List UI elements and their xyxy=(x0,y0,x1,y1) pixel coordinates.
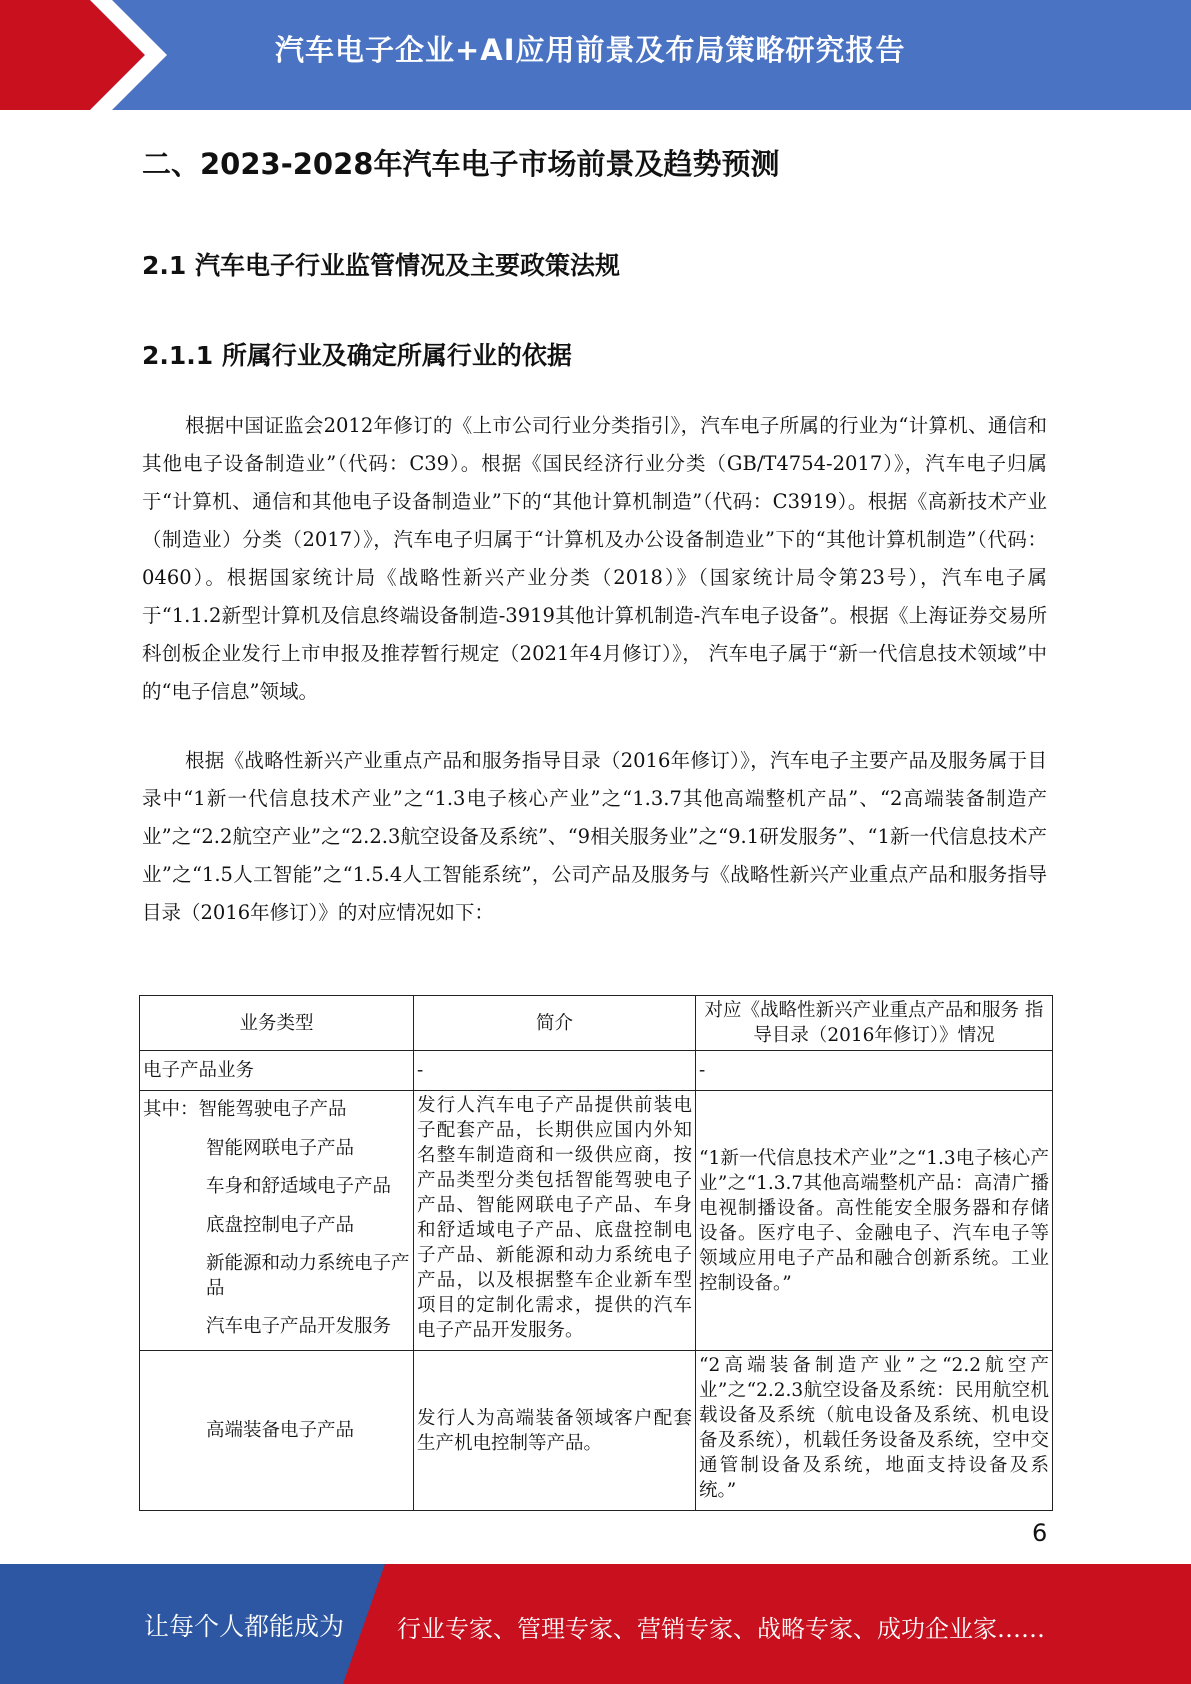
footer-slogan-left: 让每个人都能成为 xyxy=(144,1612,345,1641)
product-type-item: 智能网联电子产品 xyxy=(206,1137,355,1159)
page-number: 6 xyxy=(1032,1519,1048,1547)
body-paragraph: 根据《战略性新兴产业重点产品和服务指导目录（2016年修订）》，汽车电子主要产品及服务属于目录中“1新一代信息技术产业”之“1.3电子核心产业”之“1.3.7其他高端整机产品”、“2高端装备制造产业”之“2.2航空产业”之“2.2.3航空设备及系统”、“9相关服务业”之“9.1研发服务”、“1新一代信息技术产业”之“1.5人工智能”之“1.5.4人工智能系统”，公司产品及服务与《战略性新兴产业重点产品和服务指导目录（2016年修订）》的对应情况如下： xyxy=(142,749,1047,924)
industry-mapping-table xyxy=(139,995,1053,1511)
table-header-cell: 对应《战略性新兴产业重点产品和服务 指导目录（2016年修订）》情况 xyxy=(696,996,1053,1051)
table-cell: - xyxy=(696,1051,1053,1091)
product-type-item: 高端装备电子产品 xyxy=(206,1420,355,1441)
section-heading: 2.1 汽车电子行业监管情况及主要政策法规 xyxy=(142,251,620,280)
table-cell: 发行人汽车电子产品提供前装电子配套产品，长期供应国内外知名整车制造商和一级供应商，按产品类型分类包括智能驾驶电子产品、智能网联电子产品、车身和舒适域电子产品、底盘控制电子产品、新能源和动力系统电子产品，以及根据整车企业新车型项目的定制化需求，提供的汽车电子产品开发服务。 xyxy=(414,1091,696,1351)
table-cell xyxy=(140,1091,414,1351)
table-row xyxy=(140,1051,1053,1091)
product-type-item: 其中：智能驾驶电子产品 xyxy=(143,1099,347,1120)
body-paragraph: 根据中国证监会2012年修订的《上市公司行业分类指引》，汽车电子所属的行业为“计算机、通信和其他电子设备制造业”（代码：C39）。根据《国民经济行业分类（GB/T4754-2017）》，汽车电子归属于“计算机、通信和其他电子设备制造业”下的“其他计算机制造”（代码：C3919）。根据《高新技术产业（制造业）分类（2017）》，汽车电子归属于“计算机及办公设备制造业”下的“其他计算机制造”（代码：0460）。根据国家统计局《战略性新兴产业分类（2018）》（国家统计局令第23号），汽车电子属于“1.1.2新型计算机及信息终端设备制造-3919其他计算机制造-汽车电子设备”。根据《上海证券交易所科创板企业发行上市申报及推荐暂行规定（2021年4月修订）》， 汽车电子属于“新一代信息技术领域”中的“电子信息”领域。 xyxy=(142,414,1047,703)
product-type-item: 底盘控制电子产品 xyxy=(206,1214,355,1236)
table-header-row xyxy=(140,996,1053,1051)
product-type-item: 汽车电子产品开发服务 xyxy=(206,1316,392,1337)
table-cell xyxy=(140,1351,414,1511)
table-cell: “2高端装备制造产业”之“2.2航空产业”之“2.2.3航空设备及系统：民用航空机载设备及系统（航电设备及系统、机电设备及系统），机载任务设备及系统，空中交通管制设备及系统，地面支持设备及系统。” xyxy=(696,1351,1053,1511)
page-header xyxy=(0,0,1191,110)
table-header-cell: 业务类型 xyxy=(140,996,414,1051)
chapter-heading: 二、2023-2028年汽车电子市场前景及趋势预测 xyxy=(142,147,780,181)
table-cell: “1新一代信息技术产业”之“1.3电子核心产业”之“1.3.7其他高端整机产品：高清广播电视制播设备。高性能安全服务器和存储设备。医疗电子、金融电子、汽车电子等领域应用电子产品和融合创新系统。工业控制设备。” xyxy=(696,1091,1053,1351)
page-footer xyxy=(0,1564,1191,1684)
table-header-cell: 简介 xyxy=(414,996,696,1051)
report-title: 汽车电子企业+AI应用前景及布局策略研究报告 xyxy=(275,33,906,67)
table-row xyxy=(140,1351,1053,1511)
table-cell: 电子产品业务 xyxy=(140,1051,414,1091)
footer-slogan-right: 行业专家、管理专家、营销专家、战略专家、成功企业家…… xyxy=(397,1615,1045,1643)
table-row xyxy=(140,1091,1053,1351)
product-type-item: 新能源和动力系统电子产品 xyxy=(206,1253,410,1299)
table-cell: - xyxy=(414,1051,696,1091)
subsection-heading: 2.1.1 所属行业及确定所属行业的依据 xyxy=(142,341,572,370)
product-type-item: 车身和舒适域电子产品 xyxy=(206,1176,392,1197)
table-cell: 发行人为高端装备领域客户配套生产机电控制等产品。 xyxy=(414,1351,696,1511)
